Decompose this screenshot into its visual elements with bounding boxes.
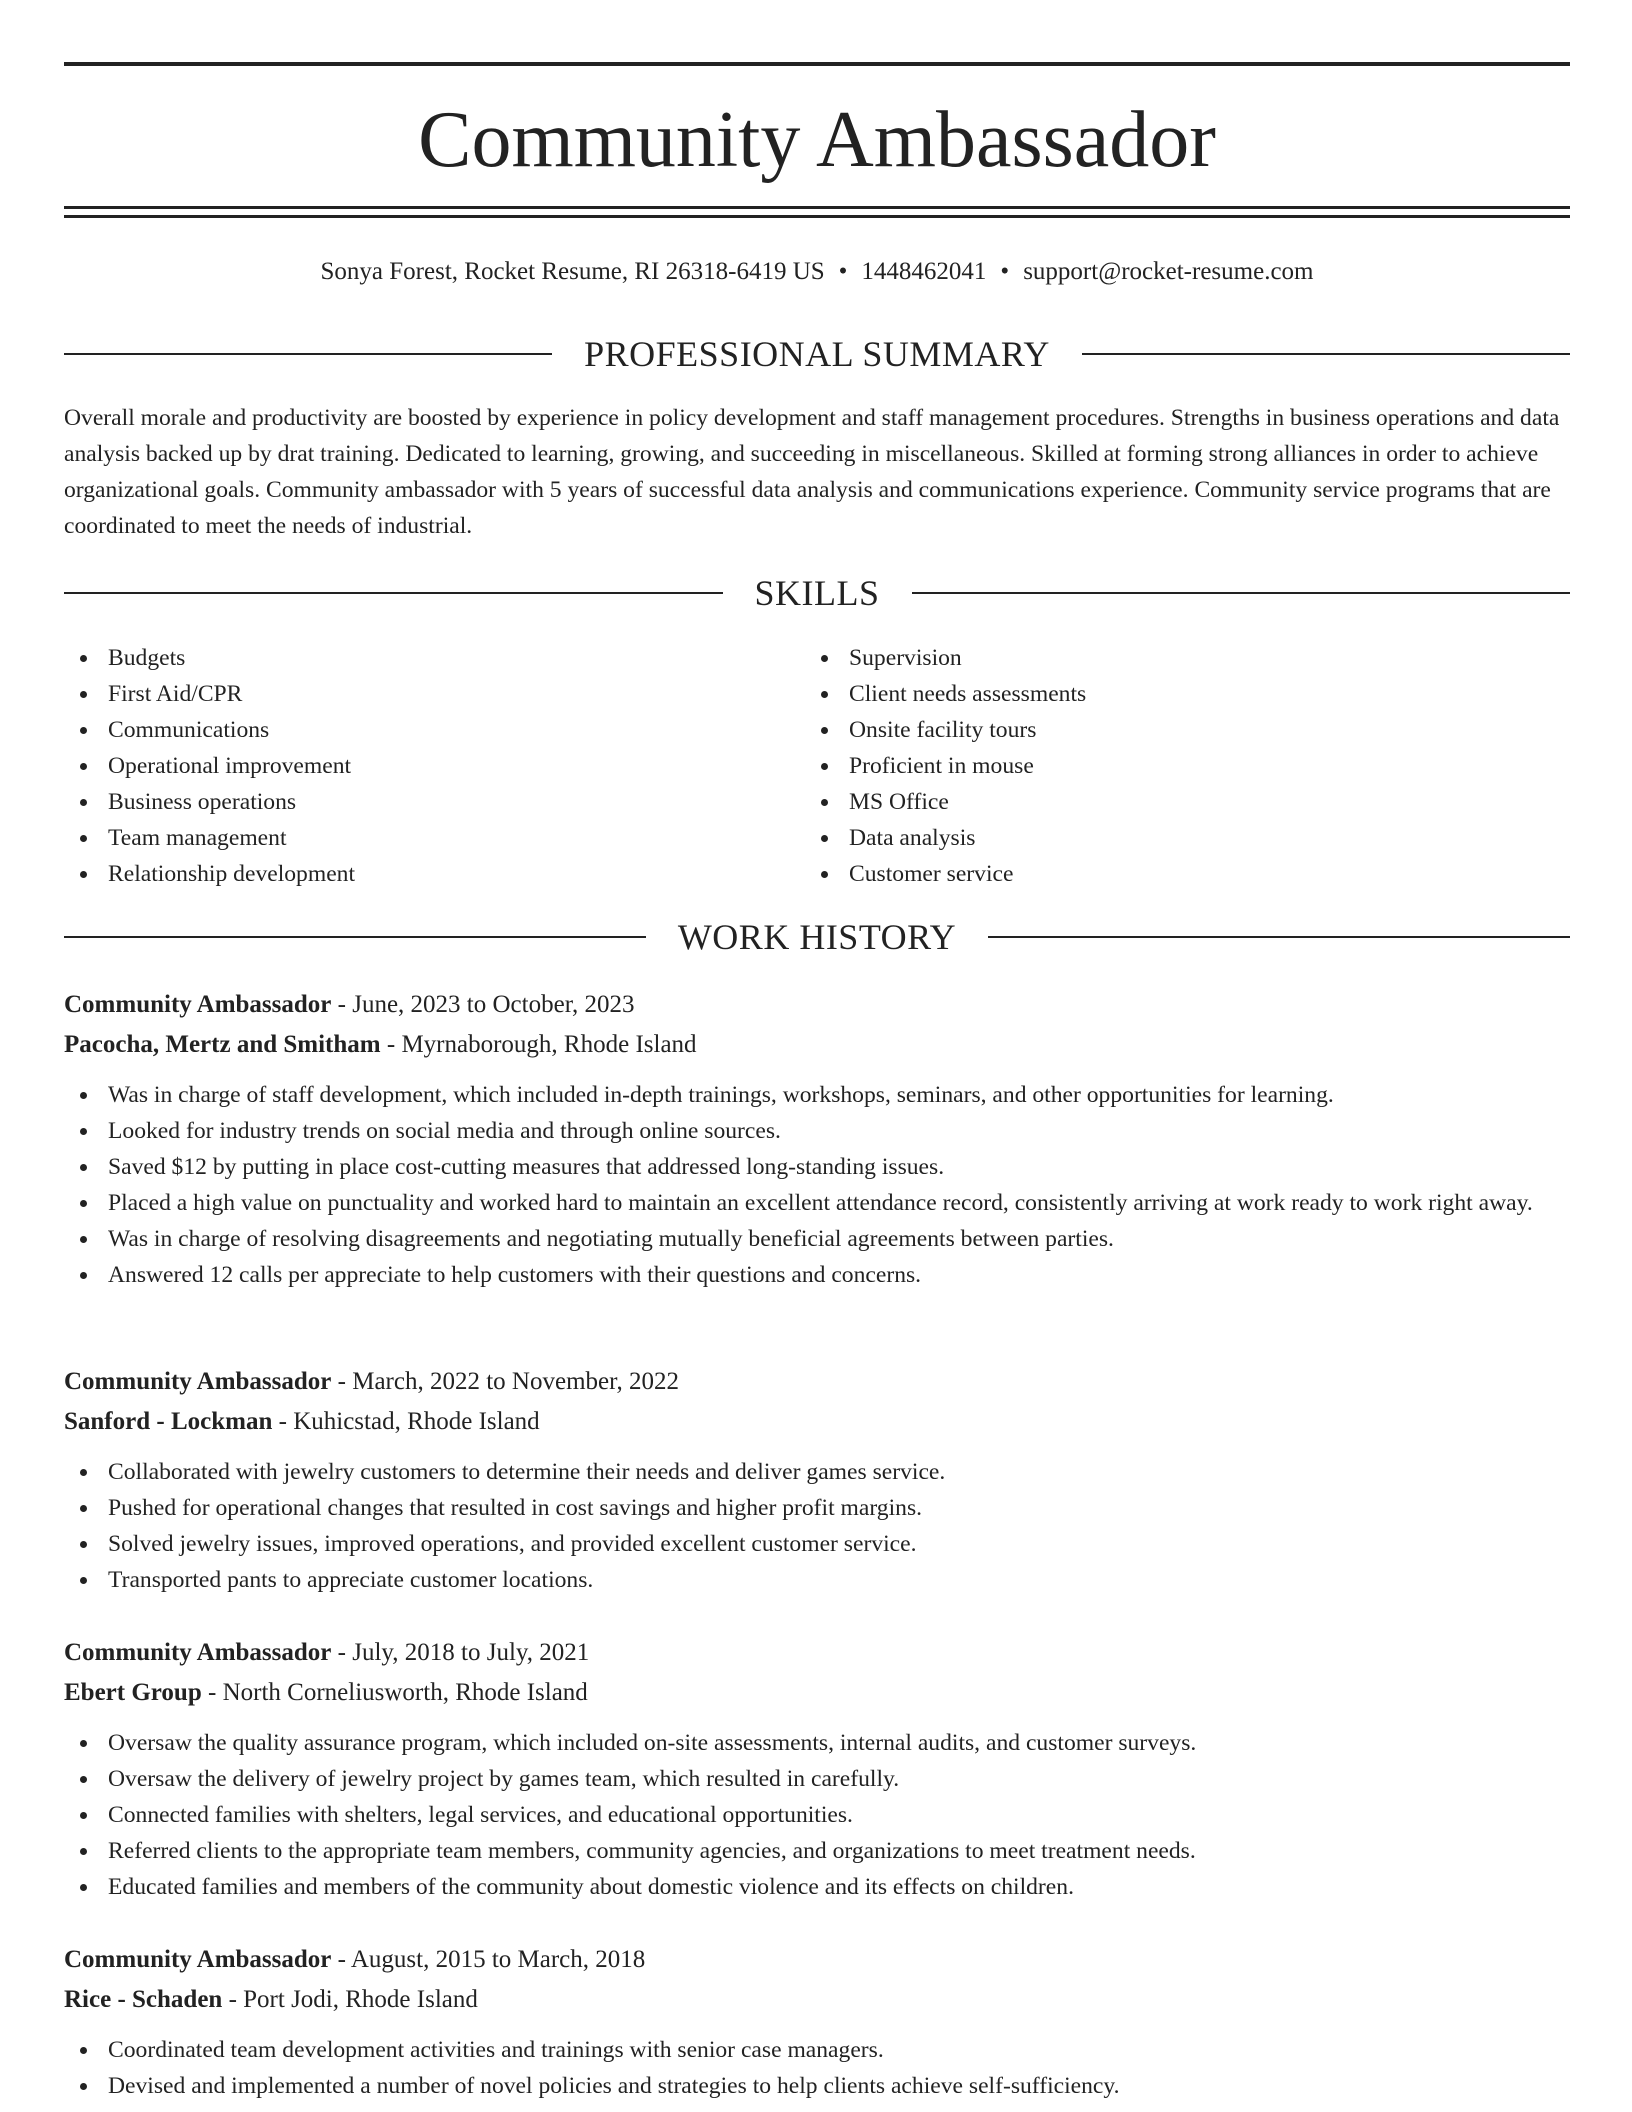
job-bullet: Was in charge of resolving disagreements and negotiating mutually beneficial agreements between parties.: [64, 1221, 1570, 1257]
job-bullets: [64, 2032, 1570, 2104]
skill-item: Onsite facility tours: [805, 712, 1546, 748]
header-top-rule: [64, 62, 1570, 66]
skill-item: Operational improvement: [64, 748, 805, 784]
job-bullet: Saved $12 by putting in place cost-cutting measures that addressed long-standing issues.: [64, 1149, 1570, 1185]
job-company-line: [64, 1673, 1570, 1713]
job-bullets: [64, 1454, 1570, 1598]
job-company: Rice - Schaden: [64, 1986, 223, 2013]
job-bullets: [64, 1725, 1570, 1905]
job-bullets: [64, 1077, 1570, 1293]
contact-phone: 1448462041: [861, 258, 987, 285]
heading-rule: [64, 592, 723, 594]
summary-heading: [64, 332, 1570, 376]
job-title: Community Ambassador: [64, 991, 332, 1018]
skill-item: Client needs assessments: [805, 676, 1546, 712]
job-bullet: Was in charge of staff development, which included in-depth trainings, workshops, seminars, and other opportunities for learning.: [64, 1077, 1570, 1113]
job-location: - Port Jodi, Rhode Island: [222, 1986, 478, 2013]
skill-item: Budgets: [64, 640, 805, 676]
job-title-line: [64, 1633, 1570, 1673]
job-entry: [64, 1940, 1570, 2104]
job-title-line: [64, 985, 1570, 1025]
job-location: - Myrnaborough, Rhode Island: [380, 1031, 697, 1058]
header-rule-1: [64, 206, 1570, 209]
skill-item: Proficient in mouse: [805, 748, 1546, 784]
header-rule-2: [64, 215, 1570, 218]
summary-text: Overall morale and productivity are boosted by experience in policy development and staff management procedures. Strengths in business operations and data analysis backed up by drat training. Dedicated to learning, growing, and succeeding in miscellaneous. Skilled at forming strong alliances in order to achieve organizational goals. Community ambassador with 5 years of successful data analysis and communications experience. Community service programs that are coordinated to meet the needs of industrial.: [64, 405, 1560, 539]
contact-email: support@rocket-resume.com: [1023, 258, 1314, 285]
resume-name: Community Ambassador: [418, 96, 1216, 184]
skill-item: Customer service: [805, 856, 1546, 892]
job-entry: [64, 1362, 1570, 1598]
job-entry: [64, 1633, 1570, 1905]
job-title: Community Ambassador: [64, 1368, 332, 1395]
job-bullet: Devised and implemented a number of novel policies and strategies to help clients achieve self-sufficiency.: [64, 2068, 1570, 2104]
job-bullet: Placed a high value on punctuality and worked hard to maintain an excellent attendance record, consistently arriving at work ready to work right away.: [64, 1185, 1570, 1221]
skill-item: Team management: [64, 820, 805, 856]
contact-separator: •: [1000, 258, 1010, 285]
job-location: - Kuhicstad, Rhode Island: [272, 1408, 540, 1435]
contact-separator: •: [838, 258, 848, 285]
job-bullet: Transported pants to appreciate customer locations.: [64, 1562, 1570, 1598]
work-history-heading: [64, 915, 1570, 959]
job-bullet: Oversaw the delivery of jewelry project by games team, which resulted in carefully.: [64, 1761, 1570, 1797]
heading-rule: [64, 936, 646, 938]
job-dates: - July, 2018 to July, 2021: [331, 1639, 590, 1666]
skill-item: Supervision: [805, 640, 1546, 676]
job-company: Ebert Group: [64, 1679, 202, 1706]
work-history-heading-text: WORK HISTORY: [677, 917, 957, 957]
job-title: Community Ambassador: [64, 1639, 332, 1666]
skill-item: Communications: [64, 712, 805, 748]
skill-item: Data analysis: [805, 820, 1546, 856]
heading-rule: [64, 353, 552, 355]
job-title-line: [64, 1362, 1570, 1402]
job-bullet: Educated families and members of the community about domestic violence and its effects on children.: [64, 1869, 1570, 1905]
job-company: Sanford - Lockman: [64, 1408, 273, 1435]
skills-list: [64, 640, 1570, 892]
job-bullet: Coordinated team development activities and trainings with senior case managers.: [64, 2032, 1570, 2068]
skills-column-left: [64, 640, 805, 892]
skills-column-right: [805, 640, 1546, 892]
job-company-line: [64, 1402, 1570, 1442]
summary-heading-text: PROFESSIONAL SUMMARY: [584, 334, 1050, 374]
job-bullet: Pushed for operational changes that resulted in cost savings and higher profit margins.: [64, 1490, 1570, 1526]
heading-rule: [988, 936, 1570, 938]
job-dates: - June, 2023 to October, 2023: [331, 991, 635, 1018]
job-entry: [64, 985, 1570, 1293]
skill-item: First Aid/CPR: [64, 676, 805, 712]
job-company: Pacocha, Mertz and Smitham: [64, 1031, 381, 1058]
job-bullet: Referred clients to the appropriate team members, community agencies, and organizations to meet treatment needs.: [64, 1833, 1570, 1869]
job-bullet: Connected families with shelters, legal services, and educational opportunities.: [64, 1797, 1570, 1833]
job-bullet: Oversaw the quality assurance program, which included on-site assessments, internal audits, and customer surveys.: [64, 1725, 1570, 1761]
contact-line: [64, 254, 1570, 290]
heading-rule: [912, 592, 1571, 594]
skills-heading-text: SKILLS: [754, 573, 880, 613]
contact-address: Sonya Forest, Rocket Resume, RI 26318-6419 US: [320, 258, 825, 285]
job-bullet: Collaborated with jewelry customers to determine their needs and deliver games service.: [64, 1454, 1570, 1490]
job-company-line: [64, 1025, 1570, 1065]
skill-item: MS Office: [805, 784, 1546, 820]
job-bullet: Solved jewelry issues, improved operations, and provided excellent customer service.: [64, 1526, 1570, 1562]
job-dates: - August, 2015 to March, 2018: [331, 1946, 646, 1973]
skill-item: Business operations: [64, 784, 805, 820]
job-bullet: Looked for industry trends on social media and through online sources.: [64, 1113, 1570, 1149]
job-title-line: [64, 1940, 1570, 1980]
job-location: - North Corneliusworth, Rhode Island: [201, 1679, 588, 1706]
skill-item: Relationship development: [64, 856, 805, 892]
skills-heading: [64, 571, 1570, 615]
job-bullet: Answered 12 calls per appreciate to help customers with their questions and concerns.: [64, 1257, 1570, 1293]
job-company-line: [64, 1980, 1570, 2020]
job-title: Community Ambassador: [64, 1946, 332, 1973]
job-dates: - March, 2022 to November, 2022: [331, 1368, 679, 1395]
heading-rule: [1082, 353, 1570, 355]
